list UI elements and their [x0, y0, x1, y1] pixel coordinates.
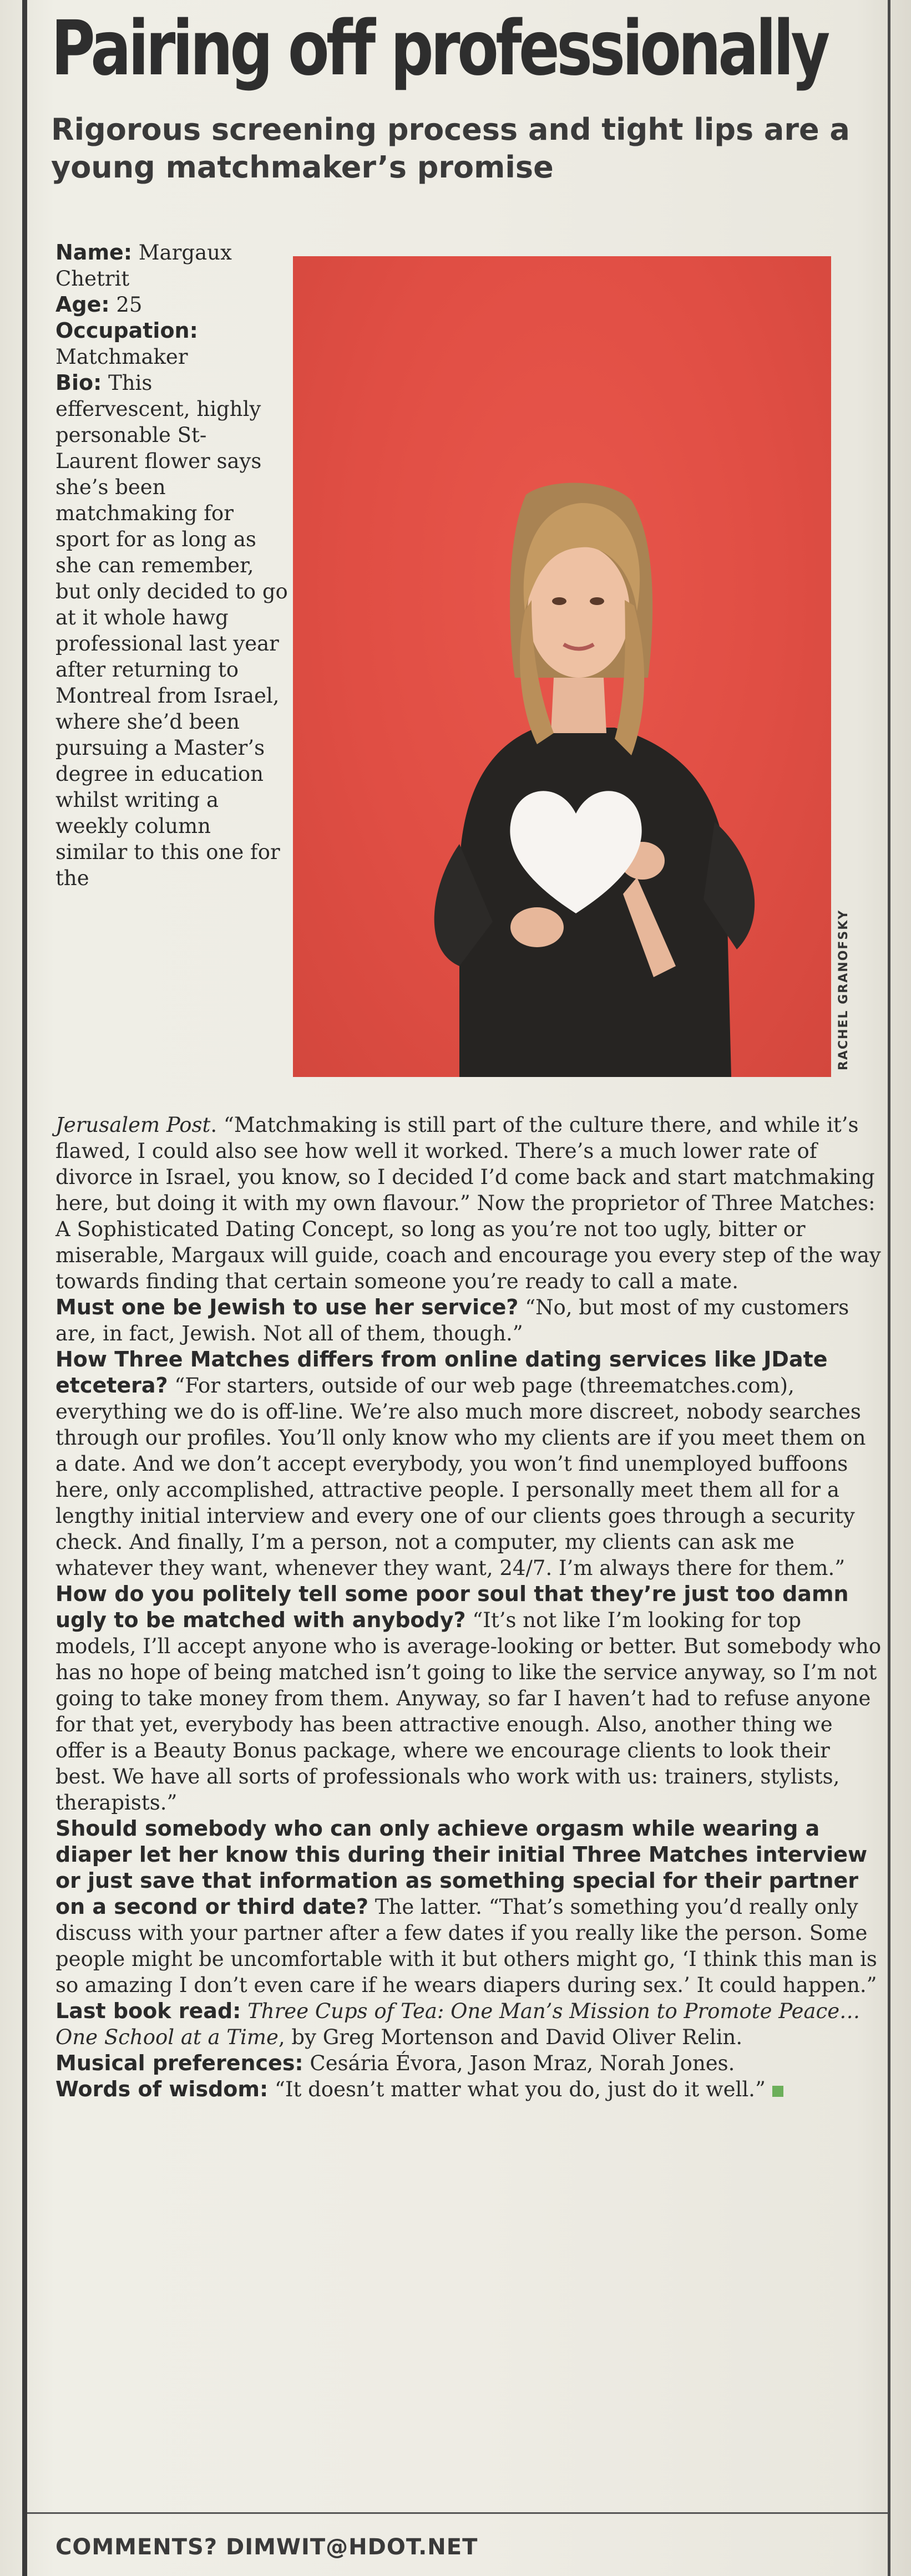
- music-label: Musical preferences:: [55, 2051, 303, 2075]
- bio-publication: Jerusalem Post: [55, 1113, 211, 1137]
- age-value: 25: [116, 293, 143, 317]
- answer: “No, but most of my customers are, in fact, Jewish. Not all of them, though.”: [55, 1295, 849, 1345]
- age-label: Age:: [55, 292, 110, 317]
- qa-item: [55, 1347, 882, 1581]
- music-line: [55, 2050, 882, 2076]
- occupation-value: Matchmaker: [55, 345, 188, 369]
- comments-footer: COMMENTS? DIMWIT@HDOT.NET: [55, 2534, 478, 2560]
- occupation-line: [55, 318, 289, 370]
- last-book-title: Three Cups of Tea: One Man’s Mission to Promote Peace… One School at a Time: [55, 1999, 861, 2049]
- name-label: Name:: [55, 240, 133, 265]
- qa-item: [55, 1816, 882, 1998]
- question: How do you politely tell some poor soul that they’re just too damn ugly to be matched with anybody?: [55, 1582, 849, 1632]
- portrait-illustration: [293, 256, 831, 1077]
- name-line: [55, 240, 289, 292]
- question: How Three Matches differs from online dating services like JDate etcetera?: [55, 1347, 828, 1398]
- answer: “It’s not like I’m looking for top models, I’ll accept anyone who is average-looking or better. But somebody who has no hope of being matched isn’t going to like the service anyway, so I’m not going to take money from them. Anyway, so far I haven’t had to refuse anyone for that yet, everybody has been attractive enough. Also, another thing we offer is a Beauty Bonus package, where we encourage clients to look their best. We have all sorts of professionals who work with us: trainers, stylists, therapists.”: [55, 1608, 882, 1815]
- question: Must one be Jewish to use her service?: [55, 1295, 519, 1319]
- profile-box: [55, 240, 289, 891]
- qa-item: [55, 1294, 882, 1347]
- subhead: Rigorous screening process and tight lips are a young matchmaker’s promise: [51, 112, 850, 185]
- end-of-article-icon: [772, 2086, 783, 2097]
- occupation-label: Occupation:: [55, 318, 198, 343]
- age-line: [55, 292, 289, 318]
- music-value: Cesária Évora, Jason Mraz, Norah Jones.: [310, 2051, 735, 2075]
- bio-continued: [55, 1112, 882, 1294]
- left-column-rule: [22, 0, 27, 2576]
- answer: The latter. “That’s something you’d really only discuss with your partner after a few dates if you really like the person. Some people might be uncomfortable with it but others might go, ‘I think this man is so amazing I don’t even care if he wears diapers during sex.’ It could happen.”: [55, 1895, 877, 1997]
- bio-start: [55, 370, 289, 891]
- wisdom-label: Words of wisdom:: [55, 2077, 269, 2101]
- bio-rest: . “Matchmaking is still part of the culture there, and while it’s flawed, I could also see how well it worked. There’s a much lower rate of divorce in Israel, you know, so I decided I’d come back and start matchmaking here, but doing it with my own flavour.” Now the proprietor of Three Matches: A Sophisticated Dating Concept, so long as you’re not too ugly, bitter or miserable, Margaux will guide, coach and encourage you every step of the way towards finding that certain someone you’re ready to call a mate.: [55, 1113, 881, 1293]
- bio-start-text: This effervescent, highly personable St-Laurent flower says she’s been matchmaking for sport for as long as she can remember, but only decided to go at it whole hawg professional last year after returning to Montreal from Israel, where she’d been pursuing a Master’s degree in education whilst writing a weekly column similar to this one for the: [55, 371, 288, 890]
- answer: “For starters, outside of our web page (threematches.com), everything we do is off-line. We’re also much more discreet, nobody searches through our profiles. You’ll only know who my clients are if you meet them on a date. And we don’t accept everybody, you won’t find unemployed buffoons here, only accomplished, attractive people. I personally meet them all for a lengthy initial interview and every one of our clients goes through a security check. And finally, I’m a person, not a computer, my clients can ask me whatever they want, whenever they want, 24/7. I’m always there for them.”: [55, 1374, 866, 1580]
- photo-credit: RACHEL GRANOFSKY: [837, 909, 851, 1070]
- portrait-photo: [293, 256, 831, 1077]
- qa-item: [55, 1581, 882, 1816]
- last-book-line: [55, 1998, 882, 2050]
- article-body: [55, 1112, 882, 2102]
- question: Should somebody who can only achieve orgasm while wearing a diaper let her know this during their initial Three Matches interview or just save that information as something special for their partner on a second or third date?: [55, 1816, 868, 1919]
- last-book-authors: , by Greg Mortenson and David Oliver Relin.: [278, 2025, 743, 2049]
- last-book-label: Last book read:: [55, 1999, 241, 2023]
- bio-label: Bio:: [55, 370, 102, 395]
- headline: Pairing off professionally: [51, 5, 827, 93]
- footer-divider: [27, 2512, 888, 2514]
- wisdom-value: “It doesn’t matter what you do, just do it well.”: [274, 2077, 766, 2101]
- right-column-rule: [888, 0, 890, 2576]
- wisdom-line: [55, 2076, 882, 2102]
- name-value: Margaux Chetrit: [55, 241, 232, 291]
